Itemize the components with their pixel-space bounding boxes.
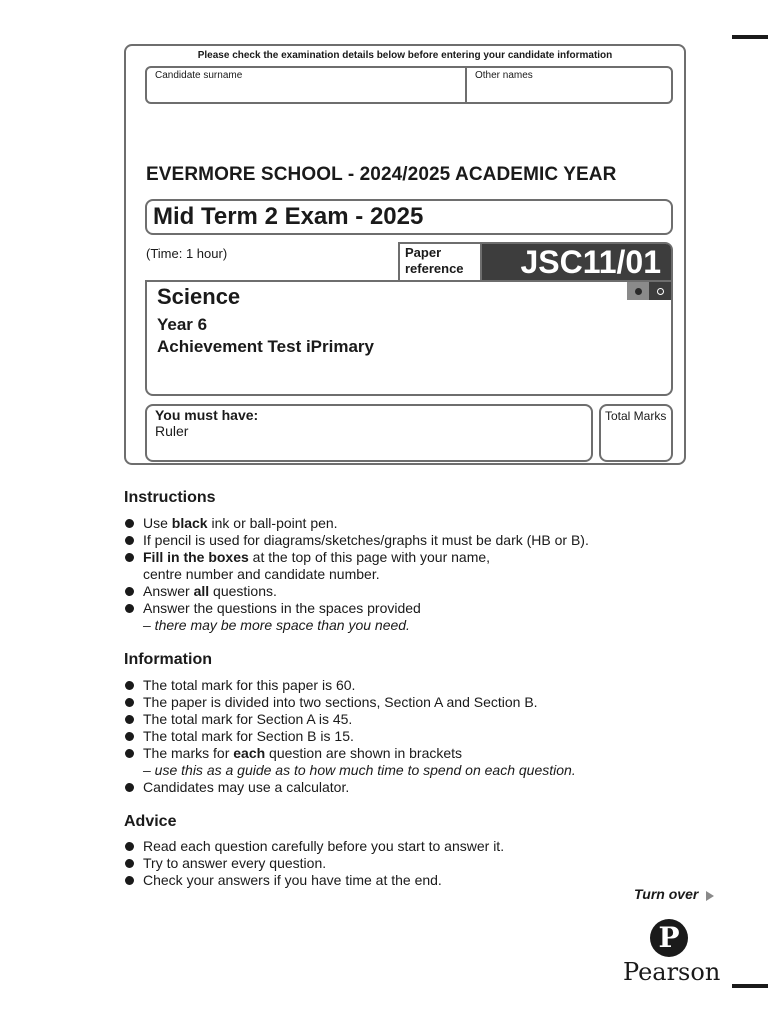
dot-icon (627, 282, 649, 300)
list-item (124, 515, 724, 532)
instructions-list (124, 515, 724, 634)
must-have-box (145, 404, 593, 462)
list-item-bold: black (171, 515, 208, 531)
list-item-cont-italic: – use this as a guide as to how much time to spend on each question. (143, 762, 576, 778)
turn-over-arrow-icon (706, 891, 714, 901)
list-item-bold: each (233, 745, 266, 761)
list-item-pre: The total mark for Section B is 15. (143, 728, 354, 744)
list-item-pre: Try to answer every question. (143, 855, 327, 871)
total-marks-box[interactable] (599, 404, 673, 462)
list-item-post: ink or ball-point pen. (207, 515, 338, 531)
list-item (124, 694, 724, 711)
paper-reference-label-line2: reference (405, 261, 464, 276)
list-item-post: questions. (209, 583, 277, 599)
other-names-field[interactable] (467, 68, 671, 102)
advice-list (124, 838, 724, 889)
list-item-pre: The total mark for this paper is 60. (143, 677, 356, 693)
list-item-pre: Answer (143, 583, 194, 599)
list-item-cont-italic: – there may be more space than you need. (143, 617, 410, 633)
list-item-pre: The marks for (143, 745, 234, 761)
list-item (124, 677, 724, 694)
paper-icons (627, 282, 671, 300)
school-heading: EVERMORE SCHOOL - 2024/2025 ACADEMIC YEAR (146, 164, 617, 185)
test-name: Achievement Test iPrimary (157, 337, 374, 356)
information-heading: Information (124, 651, 212, 668)
list-item (124, 855, 724, 872)
advice-heading: Advice (124, 813, 177, 830)
list-item (124, 583, 724, 600)
paper-reference-label (400, 244, 482, 280)
page-edge-mark-bottom (732, 984, 768, 988)
must-have-item: Ruler (155, 423, 189, 439)
candidate-info-row (145, 66, 673, 104)
list-item (124, 711, 724, 728)
paper-reference-box (398, 242, 673, 282)
information-list (124, 677, 724, 796)
paper-reference-label-line1: Paper (405, 245, 442, 260)
year-label: Year 6 (157, 315, 208, 334)
page-edge-mark-top (732, 35, 768, 39)
list-item (124, 549, 724, 583)
list-item-pre: Read each question carefully before you start to answer it. (143, 838, 505, 854)
list-item (124, 838, 724, 855)
list-item-pre: Check your answers if you have time at the end. (143, 872, 442, 888)
list-item-post: question are shown in brackets (265, 745, 463, 761)
exam-title-box (145, 199, 673, 235)
list-item (124, 532, 724, 549)
exam-title: Mid Term 2 Exam - 2025 (153, 203, 424, 230)
instructions-heading: Instructions (124, 489, 216, 506)
candidate-surname-field[interactable] (147, 68, 467, 102)
total-marks-label: Total Marks (605, 409, 667, 423)
turn-over-label: Turn over (634, 886, 699, 902)
exam-time: (Time: 1 hour) (146, 246, 228, 261)
list-item-bold: all (193, 583, 210, 599)
list-item-pre: Answer the questions in the spaces provided (143, 600, 421, 616)
candidate-notice: Please check the examination details below before entering your candidate information (197, 50, 613, 61)
list-item-bold: Fill in the boxes (143, 549, 249, 565)
list-item (124, 728, 724, 745)
list-item (124, 745, 724, 779)
list-item-pre: The total mark for Section A is 45. (143, 711, 353, 727)
subject-box (145, 280, 673, 396)
candidate-surname-label: Candidate surname (155, 70, 243, 81)
list-item-post: at the top of this page with your name, (248, 549, 491, 565)
other-names-label: Other names (475, 70, 533, 81)
list-item-pre: Candidates may use a calculator. (143, 779, 350, 795)
list-item-pre: If pencil is used for diagrams/sketches/graphs it must be dark (HB or B). (143, 532, 589, 548)
pearson-logo-icon: P (650, 919, 688, 957)
list-item (124, 600, 724, 634)
pearson-logo-text: Pearson (623, 958, 721, 986)
must-have-title: You must have: (155, 407, 259, 423)
exam-details-box (124, 44, 686, 465)
list-item-pre: Use (143, 515, 172, 531)
list-item (124, 779, 724, 796)
sun-icon (649, 282, 671, 300)
list-item-cont: centre number and candidate number. (143, 566, 380, 582)
paper-code: JSC11/01 (482, 244, 671, 280)
list-item-pre: The paper is divided into two sections, Section A and Section B. (143, 694, 538, 710)
subject-title: Science (157, 284, 241, 309)
